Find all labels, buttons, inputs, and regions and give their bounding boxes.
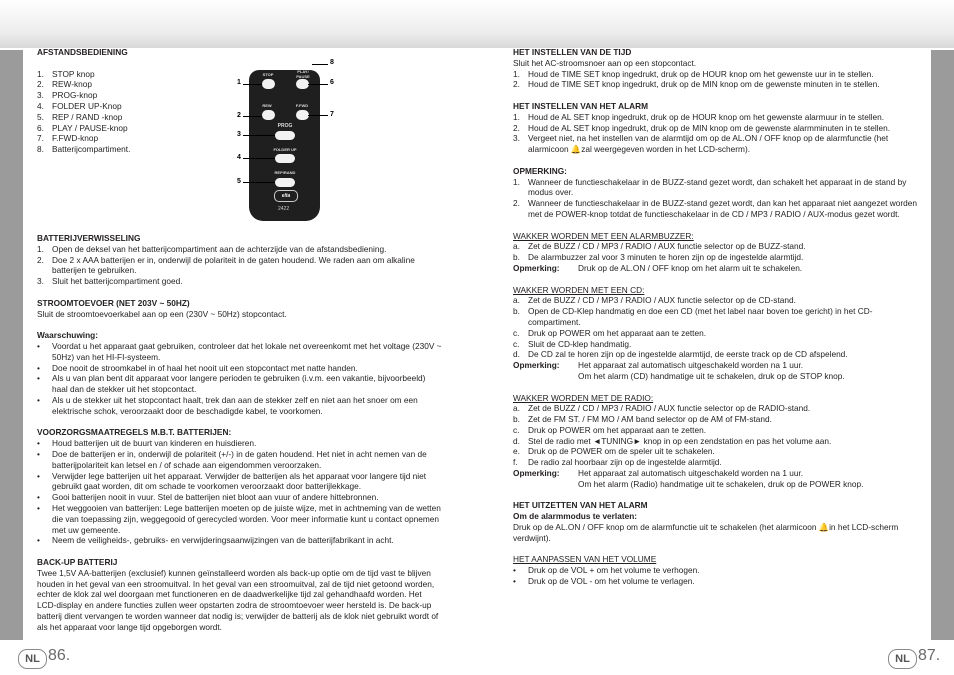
ffwd-label: F.FWD [295, 103, 309, 108]
cd-remark-2: Om het alarm (CD) handmatige uit te schakelen, druk op de STOP knop. [578, 370, 845, 381]
list-item: c. Druk op POWER om het apparaat aan te zetten. [513, 424, 707, 435]
time-list [513, 69, 921, 91]
bullet-icon: • [37, 448, 40, 459]
cd-remark: Opmerking: Het apparaat zal automatisch uitgeschakeld worden na 1 uur. [513, 360, 804, 371]
bullet-icon: • [37, 470, 40, 481]
callout-2: 2 [237, 112, 241, 119]
bullet-icon: • [37, 362, 40, 373]
power-title: STROOMTOEVOER (NET 203V ~ 50HZ) [37, 297, 190, 308]
warning-list [37, 341, 443, 417]
callout-7: 7 [330, 111, 334, 118]
left-page-edge [0, 50, 23, 640]
list-item: 2. Doe 2 x AAA batterijen er in, onderwijl de polariteit in de gaten houdend. We raden aan om alkaline batterijen te gebruiken. [37, 254, 415, 276]
list-item: 2. Houd de AL SET knop ingedrukt, druk op de MIN knop om de gewenste alarmminuten in te stellen. [513, 122, 891, 133]
list-item: 1. STOP knop [37, 68, 95, 79]
radio-title: WAKKER WORDEN MET DE RADIO: [513, 392, 654, 403]
model-number: 2422 [278, 206, 290, 212]
cd-title: WAKKER WORDEN MET EEN CD: [513, 284, 645, 295]
alarm-list [513, 112, 921, 134]
precaution-list [37, 438, 443, 546]
volume-list [513, 565, 921, 587]
list-item: d. De CD zal te horen zijn op de ingestelde alarmtijd, de eerste track op de CD afspelend. [513, 349, 848, 360]
list-item: 2. Wanneer de functieschakelaar in de BUZZ-stand gezet wordt, dan kan het apparaat niet aangezet worden met de POWER-knop totdat de functieschakelaar in de CD / MP3 / RADIO / AUX-modus gezet wordt. [513, 198, 917, 219]
bullet-item: • Druk op de VOL + om het volume te verhogen. [513, 565, 700, 576]
bullet-icon: • [513, 576, 516, 587]
list-item: 1. Houd de AL SET knop ingedrukt, druk op de HOUR knop om het gewenste alarmuur in te stellen. [513, 111, 885, 122]
list-item: f. De radio zal hoorbaar zijn op de ingestelde alarmtijd. [513, 457, 722, 468]
list-item: c. Sluit de CD-klep handmatig. [513, 338, 632, 349]
warning-title: Waarschuwing: [37, 330, 99, 341]
page-number-right: 87. [918, 647, 941, 664]
play-pause-label: PLAY/ PAUSE [296, 69, 310, 79]
callout-1: 1 [237, 79, 241, 86]
bullet-icon: • [37, 492, 40, 503]
header-band [0, 0, 954, 48]
alarm-item-3: 3. Vergeet niet, na het instellen van de alarmtijd om op de AL.ON / OFF knop op de alarmfunctie (het alarmicoon 🔔zal weergegeven worden in het LCD-scherm). [513, 133, 889, 155]
note-title: OPMERKING: [513, 165, 567, 176]
buzzer-list [513, 241, 921, 263]
remote-section [37, 47, 237, 155]
bullet-item: • Voordat u het apparaat gaat gebruiken, controleer dat het lokale net overeenkomt met het voltage (230V ~ 50Hz) van het HI-FI-systeem. [37, 340, 442, 362]
callout-5: 5 [237, 178, 241, 185]
bullet-item: • Het weggooien van batterijen: Lege batterijen moeten op de juiste wijze, met in achtneming van de wetten die van toepassing zijn, weggegooid of gerecycled worden. Voor meer informatie kunt u contact opnemen met uw gemeente. [37, 502, 441, 535]
buzzer-remark: Opmerking: Druk op de AL.ON / OFF knop om het alarm uit te schakelen. [513, 262, 803, 273]
callout-line-4 [243, 158, 275, 159]
rep-rand-button-shape [275, 178, 295, 187]
list-item: a. Zet de BUZZ / CD / MP3 / RADIO / AUX functie selector op de RADIO-stand. [513, 403, 811, 414]
stop-button-shape [262, 79, 275, 89]
buzzer-title: WAKKER WORDEN MET EEN ALARMBUZZER: [513, 230, 694, 241]
bullet-item: • Neem de veiligheids-, gebruiks- en verwijderingsaanwijzingen van de batterijfabrikant in acht. [37, 535, 394, 546]
battery-title: BATTERIJVERWISSELING [37, 233, 141, 243]
off-subtitle: Om de alarmmodus te verlaten: [513, 511, 638, 522]
bullet-item: • Als u de stekker uit het stopcontact haalt, trek dan aan de stekker zelf en niet aan het snoer om een elektrische schok, veroorzaakt door de beschadigde kabel, te voorkomen. [37, 394, 418, 416]
list-item: b. Zet de FM ST. / FM MO / AM band selector op de AM of FM-stand. [513, 414, 772, 425]
list-item: 1. Wanneer de functieschakelaar in de BUZZ-stand gezet wordt, dan schakelt het apparaat in de stand by modus over. [513, 176, 907, 198]
power-text: Sluit de stroomtoevoerkabel aan op een (230V ~ 50Hz) stopcontact. [37, 308, 287, 319]
list-item: 2. Houd de TIME SET knop ingedrukt, druk op de MIN knop om de gewenste minuten in te stellen. [513, 79, 880, 90]
callout-3: 3 [237, 131, 241, 138]
alarm-item3-b: zal weergegeven worden in het LCD-scherm). [581, 144, 751, 155]
alarm-item3-a: Vergeet niet, na het instellen van de alarmtijd om op de AL.ON / OFF knop op de alarmfunctie (het alarmicoon [528, 133, 889, 155]
alarm-title: HET INSTELLEN VAN HET ALARM [513, 100, 649, 111]
bullet-icon: • [37, 373, 40, 384]
list-item: e. Druk op de POWER om de speler uit te schakelen. [513, 446, 715, 457]
radio-remark: Opmerking: Het apparaat zal automatisch uitgeschakeld worden na 1 uur. [513, 468, 804, 479]
bullet-icon: • [37, 438, 40, 449]
battery-list [37, 244, 443, 287]
off-title: HET UITZETTEN VAN HET ALARM [513, 500, 648, 511]
list-item: b. Open de CD-Klep handmatig en doe een CD (met het label naar boven toe gericht) in het CD-compartiment. [513, 306, 873, 327]
list-item: a. Zet de BUZZ / CD / MP3 / RADIO / AUX functie selector op de CD-stand. [513, 295, 796, 306]
bullet-icon: • [37, 340, 40, 351]
list-item: 1. Open de deksel van het batterijcompartiment aan de achterzijde van de afstandsbediening. [37, 243, 387, 254]
list-item: b. De alarmbuzzer zal voor 3 minuten te horen zijn op de ingestelde alarmtijd. [513, 252, 804, 263]
elta-logo: elta [274, 190, 298, 202]
bullet-icon: • [37, 535, 40, 546]
bullet-item: • Als u van plan bent dit apparaat voor langere perioden te gebruiken (i.v.m. een vakantie, bijvoorbeeld) haal dan de stekker uit het stopcontact. [37, 373, 426, 395]
bullet-item: • Gooi batterijen nooit in vuur. Stel de batterijen niet bloot aan vuur of andere hittebronnen. [37, 492, 379, 503]
list-item: 6. PLAY / PAUSE-knop [37, 122, 128, 133]
list-item: 2. REW-knop [37, 79, 92, 90]
prog-button-shape [275, 131, 295, 140]
language-badge-right: NL [888, 649, 917, 669]
bullet-icon: • [37, 502, 40, 513]
callout-line-6 [308, 84, 328, 85]
radio-list [513, 403, 921, 468]
list-item: 3. PROG-knop [37, 90, 98, 101]
left-column-body [37, 233, 443, 632]
list-item: 5. REP / RAND -knop [37, 111, 123, 122]
bullet-item: • Doe nooit de stroomkabel in of haal het nooit uit een stopcontact met natte handen. [37, 362, 358, 373]
volume-title: HET AANPASSEN VAN HET VOLUME [513, 554, 657, 565]
remote-title: AFSTANDSBEDIENING [37, 47, 128, 57]
callout-8: 8 [330, 59, 334, 66]
remote-list [37, 69, 237, 155]
radio-remark-2: Om het alarm (Radio) handmatige uit te schakelen, druk op de POWER knop. [578, 478, 864, 489]
rew-label: REW [262, 103, 272, 108]
bullet-item: • Verwijder lege batterijen uit het apparaat. Verwijder de batterijen als het apparaat voor langere tijd niet gebruikt gaat worden, dit om schade te voorkomen veroorzaakt door batterijlekkage. [37, 470, 427, 492]
alarm-bell-icon-2: 🔔 [816, 522, 830, 533]
list-item: c. Druk op POWER om het apparaat aan te zetten. [513, 327, 707, 338]
callout-line-5 [243, 182, 275, 183]
right-column-body [513, 47, 921, 587]
cd-list [513, 295, 921, 360]
prog-label: PROG [277, 123, 293, 129]
callout-line-8 [312, 64, 328, 65]
callout-6: 6 [330, 79, 334, 86]
right-page-edge [931, 50, 954, 640]
rew-button-shape [262, 110, 275, 120]
callout-4: 4 [237, 154, 241, 161]
backup-text: Twee 1,5V AA-batterijen (exclusief) kunnen geïnstalleerd worden als back-up optie om de tijd vast te blijven houden in het geval van een stroomuitval. In het geval van een stroomuitval, zal de tijd niet getoond worden, echter de klok zal wel doorgaan met functioneren en de daadwerkelijke tijd zal gehandhaafd worden. Het LCD-display en andere functies zullen weer opstarten zodra de stroomtoevoer weer hersteld is. De back-up batterij dient vervangen te worden wanneer dat nodig is; verwijder de batterij als de klok niet gebruikt wordt of als het apparaat voor lange tijd opgeborgen wordt. [37, 567, 439, 632]
callout-line-1 [243, 84, 262, 85]
bullet-item: • Druk op de VOL - om het volume te verlagen. [513, 576, 695, 587]
callout-line-2 [243, 116, 262, 117]
time-title: HET INSTELLEN VAN DE TIJD [513, 47, 632, 57]
bullet-item: • Houd batterijen uit de buurt van kinderen en huisdieren. [37, 438, 257, 449]
list-item: 3. Sluit het batterijcompartiment goed. [37, 276, 183, 287]
list-item: 1. Houd de TIME SET knop ingedrukt, druk op de HOUR knop om het gewenste uur in te stellen. [513, 68, 874, 79]
list-item: 7. F.FWD-knop [37, 133, 99, 144]
list-item: d. Stel de radio met ◄TUNING► knop in op een zendstation en pas het volume aan. [513, 435, 832, 446]
list-item: 4. FOLDER UP-Knop [37, 100, 122, 111]
bullet-icon: • [37, 394, 40, 405]
rep-rand-label: REP/RAND [274, 170, 296, 175]
stop-label: STOP [262, 72, 274, 77]
language-badge-left: NL [18, 649, 47, 669]
bullet-item: • Doe de batterijen er in, onderwijl de polariteit (+/-) in de gaten houdend. Het niet in acht nemen van de batterijpolariteit kan letsel en / of schade aan eigendommen veroorzaken. [37, 448, 427, 470]
page-number-left: 86. [48, 647, 71, 664]
time-intro: Sluit het AC-stroomsnoer aan op een stopcontact. [513, 57, 697, 68]
list-item: 8. Batterijcompartiment. [37, 144, 131, 155]
precaution-title: VOORZORGSMAATREGELS M.B.T. BATTERIJEN: [37, 427, 232, 438]
folder-up-label: FOLDER UP [273, 147, 297, 152]
note-list [513, 177, 921, 220]
backup-title: BACK-UP BATTERIJ [37, 556, 118, 567]
bullet-icon: • [513, 565, 516, 576]
off-text: Druk op de AL.ON / OFF knop om de alarmfunctie uit te schakelen (het alarmicoon 🔔in het LCD-scherm verdwijnt). [513, 522, 899, 543]
callout-line-3 [243, 135, 275, 136]
list-item: a. Zet de BUZZ / CD / MP3 / RADIO / AUX functie selector op de BUZZ-stand. [513, 241, 806, 252]
alarm-bell-icon: 🔔 [568, 144, 582, 155]
callout-line-7 [308, 115, 328, 116]
folder-up-button-shape [275, 154, 295, 163]
